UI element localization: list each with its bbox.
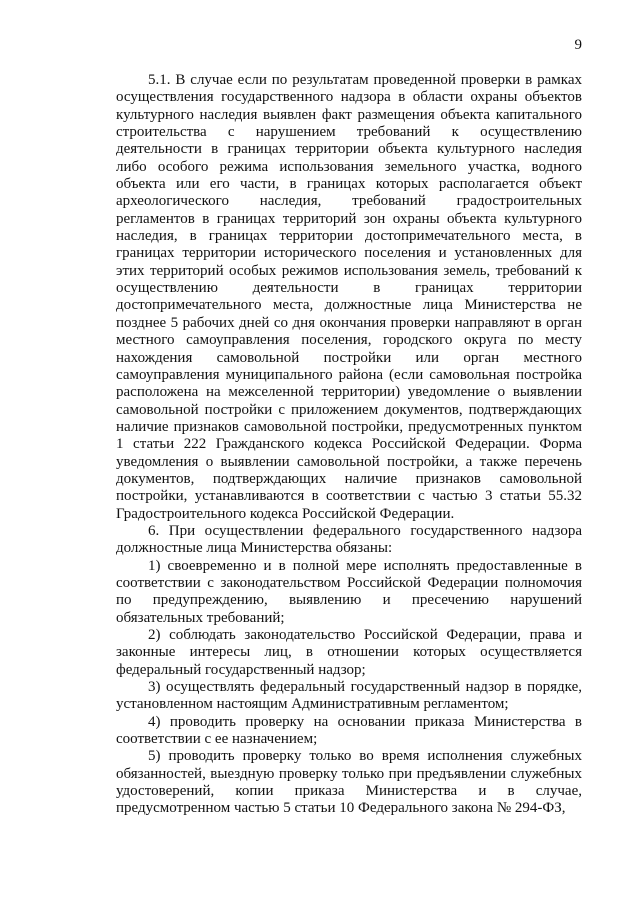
page-number: 9 (574, 37, 582, 53)
list-item-3: 3) осуществлять федеральный государственный надзор в порядке, установленном настоящим Административным регламентом; (116, 679, 582, 713)
list-item-1: 1) своевременно и в полной мере исполнять предоставленные в соответствии с законодательством Российской Федерации полномочия по предупреждению, выявлению и пресечению нарушений обязательных требований; (116, 557, 582, 626)
list-item-4: 4) проводить проверку на основании приказа Министерства в соответствии с ее назначением; (116, 713, 582, 748)
document-body (116, 72, 582, 818)
list-item-5: 5) проводить проверку только во время исполнения служебных обязанностей, выездную проверку только при предъявлении служебных удостоверений, копии приказа Министерства и в случае, предусмотренном частью 5 статьи 10 Федерального закона № 294-ФЗ, (116, 748, 582, 817)
list-item-2: 2) соблюдать законодательство Российской Федерации, права и законные интересы лиц, в отношении которых осуществляется федеральный государственный надзор; (116, 627, 582, 678)
paragraph-5-1: 5.1. В случае если по результатам проведенной проверки в рамках осуществления государственного надзора в области охраны объектов культурного наследия выявлен факт размещения объекта капитального строительства с нарушением требований к осуществлению деятельности в границах территории объекта культурного наследия либо особого режима использования земельного участка, водного объекта или его части, в границах которых располагается объект археологического наследия, требований градостроительных регламентов в границах территорий зон охраны объекта культурного наследия, в границах территории достопримечательного места, в границах территории исторического поселения и установленных для этих территорий особых режимов использования земель, требований к осуществлению деятельности в границах территории достопримечательного места, должностные лица Министерства не позднее 5 рабочих дней со дня окончания проверки направляют в орган местного самоуправления поселения, городского округа по месту нахождения самовольной постройки или орган местного самоуправления муниципального района (если самовольная постройка расположена на межселенной территории) уведомление о выявлении самовольной постройки с приложением документов, подтверждающих наличие признаков самовольной постройки, предусмотренных пунктом 1 статьи 222 Гражданского кодекса Российской Федерации. Форма уведомления о выявлении самовольной постройки, а также перечень документов, подтверждающих наличие признаков самовольной постройки, устанавливаются в соответствии с частью 3 статьи 55.32 Градостроительного кодекса Российской Федерации. (116, 72, 582, 522)
paragraph-6: 6. При осуществлении федерального государственного надзора должностные лица Министерства обязаны: (116, 522, 582, 557)
